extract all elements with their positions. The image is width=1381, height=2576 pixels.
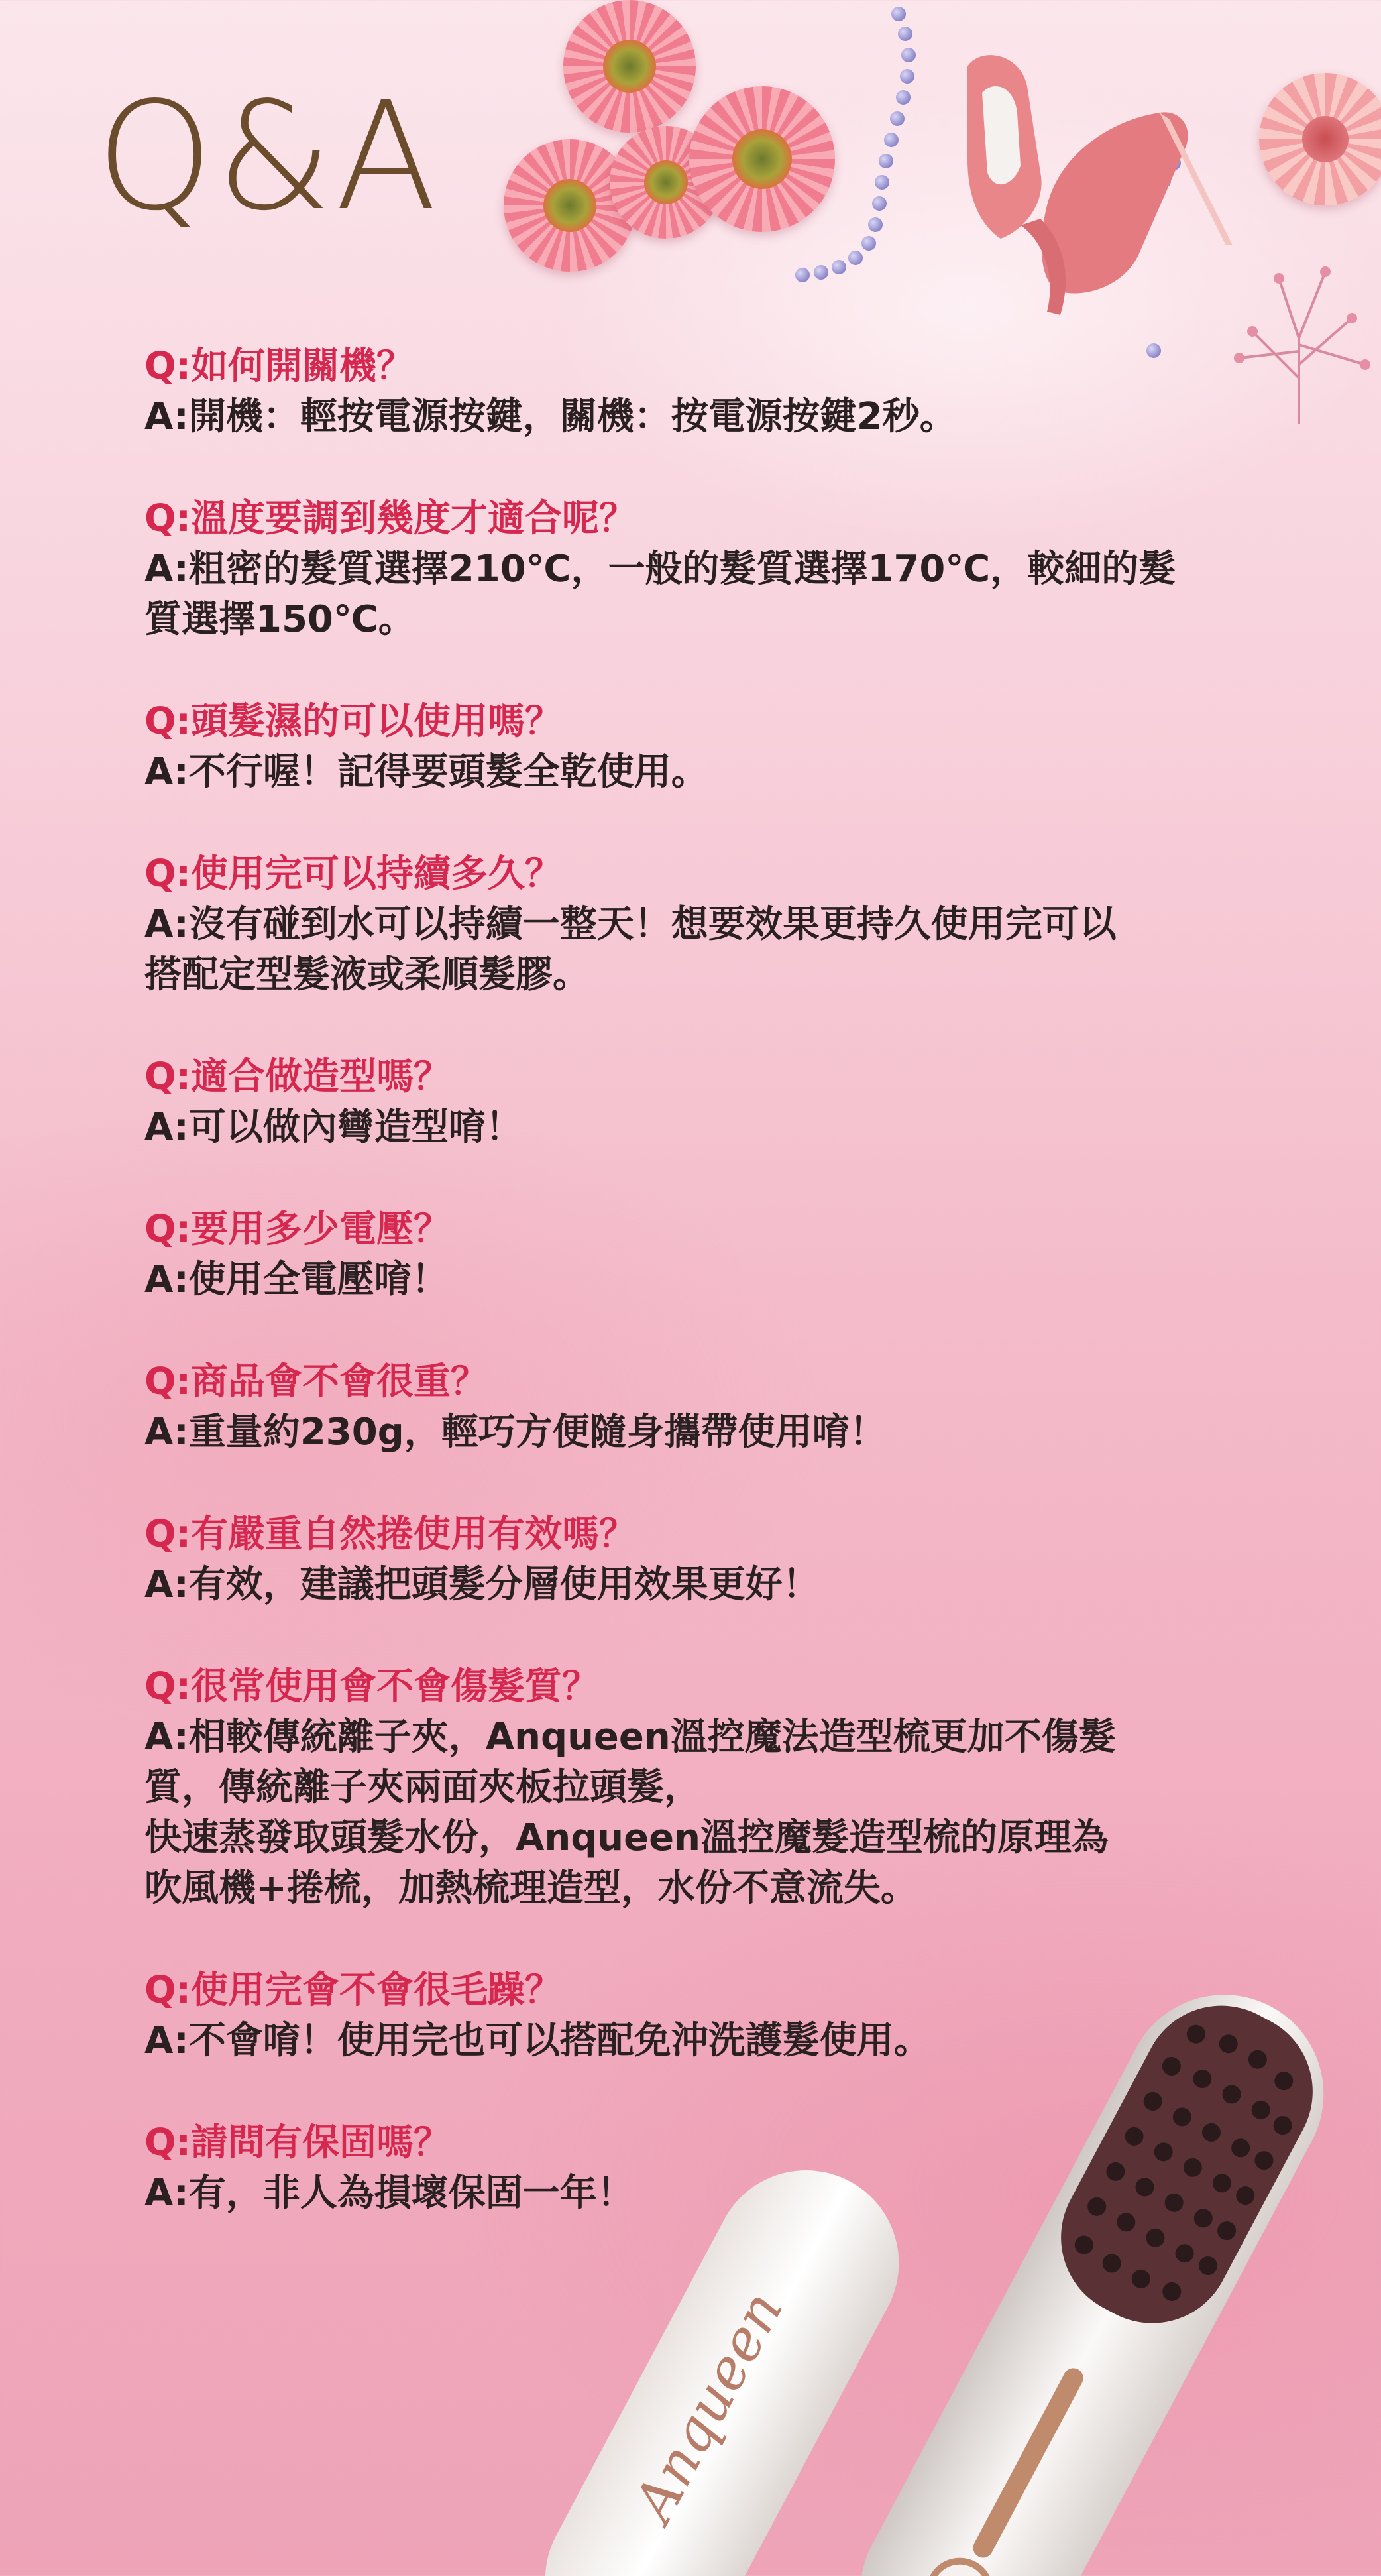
question: Q:適合做造型嗎？	[144, 1055, 451, 1098]
answer: 搭配定型髮液或柔順髮膠。	[144, 953, 590, 996]
answer: A:可以做內彎造型唷！	[144, 1106, 523, 1149]
answer: 質選擇150℃。	[144, 598, 415, 641]
hair-brush-icon	[517, 1962, 1378, 2576]
qa-item	[144, 1662, 1331, 1914]
question: Q:使用完會不會很毛躁？	[144, 1969, 562, 2012]
question: Q:要用多少電壓？	[144, 1208, 451, 1251]
qa-item	[144, 1509, 1331, 1610]
answer: A:重量約230g，輕巧方便隨身攜帶使用唷！	[144, 1411, 887, 1454]
answer: A:粗密的髮質選擇210℃，一般的髮質選擇170℃，較細的髮	[144, 548, 1176, 591]
answer: 質，傳統離子夾兩面夾板拉頭髮，	[144, 1766, 701, 1809]
answer: 吹風機+捲梳，加熱梳理造型，水份不意流失。	[144, 1867, 918, 1910]
brand-logo: Anqueen	[621, 2280, 796, 2532]
qa-item	[144, 494, 1331, 645]
answer: A:開機：輕按電源按鍵，關機：按電源按鍵2秒。	[144, 395, 957, 438]
question: Q:有嚴重自然捲使用有效嗎？	[144, 1513, 636, 1556]
qa-item	[144, 1052, 1331, 1153]
qa-item	[144, 697, 1331, 797]
answer: 快速蒸發取頭髮水份，Anqueen溫控魔髮造型梳的原理為	[144, 1816, 1109, 1859]
answer: A:有效，建議把頭髮分層使用效果更好！	[144, 1563, 820, 1606]
answer: A:有，非人為損壞保固一年！	[144, 2172, 634, 2215]
answer: A:不行喔！記得要頭髮全乾使用。	[144, 750, 708, 793]
page-title: Q&A	[96, 70, 440, 244]
qa-item	[144, 341, 1331, 442]
question: Q:溫度要調到幾度才適合呢？	[144, 497, 636, 540]
answer: A:相較傳統離子夾，Anqueen溫控魔法造型梳更加不傷髮	[144, 1716, 1116, 1759]
answer: A:不會唷！使用完也可以搭配免沖洗護髮使用。	[144, 2019, 931, 2062]
answer: A:沒有碰到水可以持續一整天！想要效果更持久使用完可以	[144, 903, 1117, 946]
answer: A:使用全電壓唷！	[144, 1258, 449, 1301]
question: Q:商品會不會很重？	[144, 1360, 488, 1403]
question: Q:頭髮濕的可以使用嗎？	[144, 700, 562, 743]
question: Q:使用完可以持續多久？	[144, 852, 562, 896]
qa-item	[144, 849, 1331, 1000]
question: Q:請問有保固嗎？	[144, 2121, 451, 2164]
question: Q:如何開關機？	[144, 345, 414, 388]
qa-item	[144, 1204, 1331, 1305]
question: Q:很常使用會不會傷髮質？	[144, 1665, 599, 1708]
qa-item	[144, 1357, 1331, 1458]
